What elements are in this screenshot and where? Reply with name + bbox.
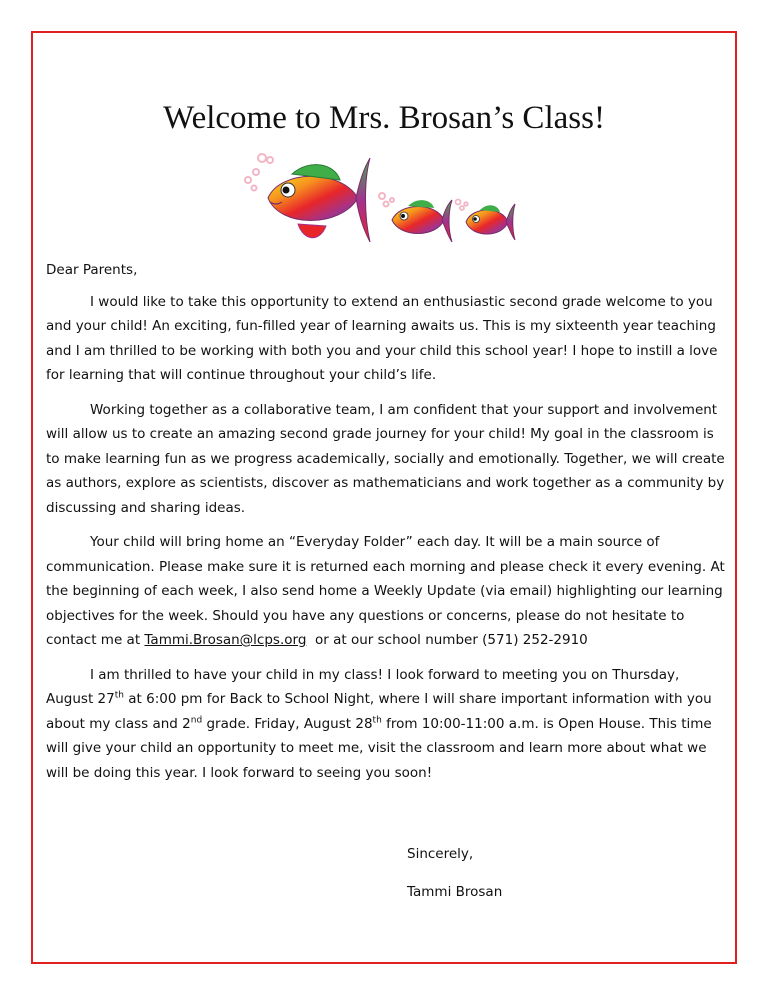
- paragraph-intro: I would like to take this opportunity to extend an enthusiastic second grade welcome to you and your child! An exciting, fun-filled year of learning awaits us. This is my sixteenth year teaching and I am thrilled to be working with both you and your child this school year! I hope to instill a love for learning that will continue throughout your child’s life.: [46, 293, 718, 383]
- ordinal-suffix: nd: [190, 715, 203, 725]
- letter-body: [46, 258, 726, 795]
- closing: [407, 846, 502, 922]
- page-title: Welcome to Mrs. Brosan’s Class!: [163, 100, 605, 136]
- email-link[interactable]: Tammi.Brosan@lcps.org: [144, 632, 307, 648]
- greeting: Dear Parents,: [46, 262, 138, 278]
- paragraph-events: [46, 663, 726, 786]
- events-text-4: from 10:00-11:00 a.m. is Open House. This time will give your child an opportunity to meet me, visit the classroom and learn more about what we will be doing this year. I look forward to seeing you soon!: [46, 715, 712, 781]
- paragraph-communication: [46, 530, 726, 653]
- ordinal-suffix: th: [372, 715, 382, 725]
- large-fish: [245, 154, 370, 242]
- events-text-1: I am thrilled to have your child in my class! I look forward to meeting you on Thursday, August 27: [46, 666, 680, 707]
- medium-fish: [379, 193, 452, 242]
- ordinal-suffix: th: [114, 690, 124, 701]
- signature-name: Tammi Brosan: [407, 884, 503, 900]
- school-phone-text: or at our school number (571) 252-2910: [315, 632, 588, 648]
- events-text-3: grade. Friday, August 28: [202, 715, 373, 732]
- small-fish: [456, 200, 516, 241]
- sign-off: Sincerely,: [407, 846, 474, 862]
- rainbow-fish-trio-icon: [240, 150, 520, 250]
- paragraph-collaboration: Working together as a collaborative team, I am confident that your support and involvement will allow us to create an amazing second grade journey for your child! My goal in the classroom is to make learning fun as we progress academically, socially and emotionally. Together, we will create as authors, explore as scientists, discover as mathematicians and work together as a community by discussing and sharing ideas.: [46, 401, 725, 516]
- paragraph-communication-text: Your child will bring home an “Everyday Folder” each day. It will be a main source of communication. Please make sure it is returned each morning and please check it every evening. At the beginning of each week, I also send home a Weekly Update (via email) highlighting our learning objectives for the week. Should you have any questions or concerns, please do not hesitate to contact me at: [46, 534, 725, 648]
- events-text-2: at 6:00 pm for Back to School Night, where I will share important information with you about my class and 2: [46, 691, 712, 732]
